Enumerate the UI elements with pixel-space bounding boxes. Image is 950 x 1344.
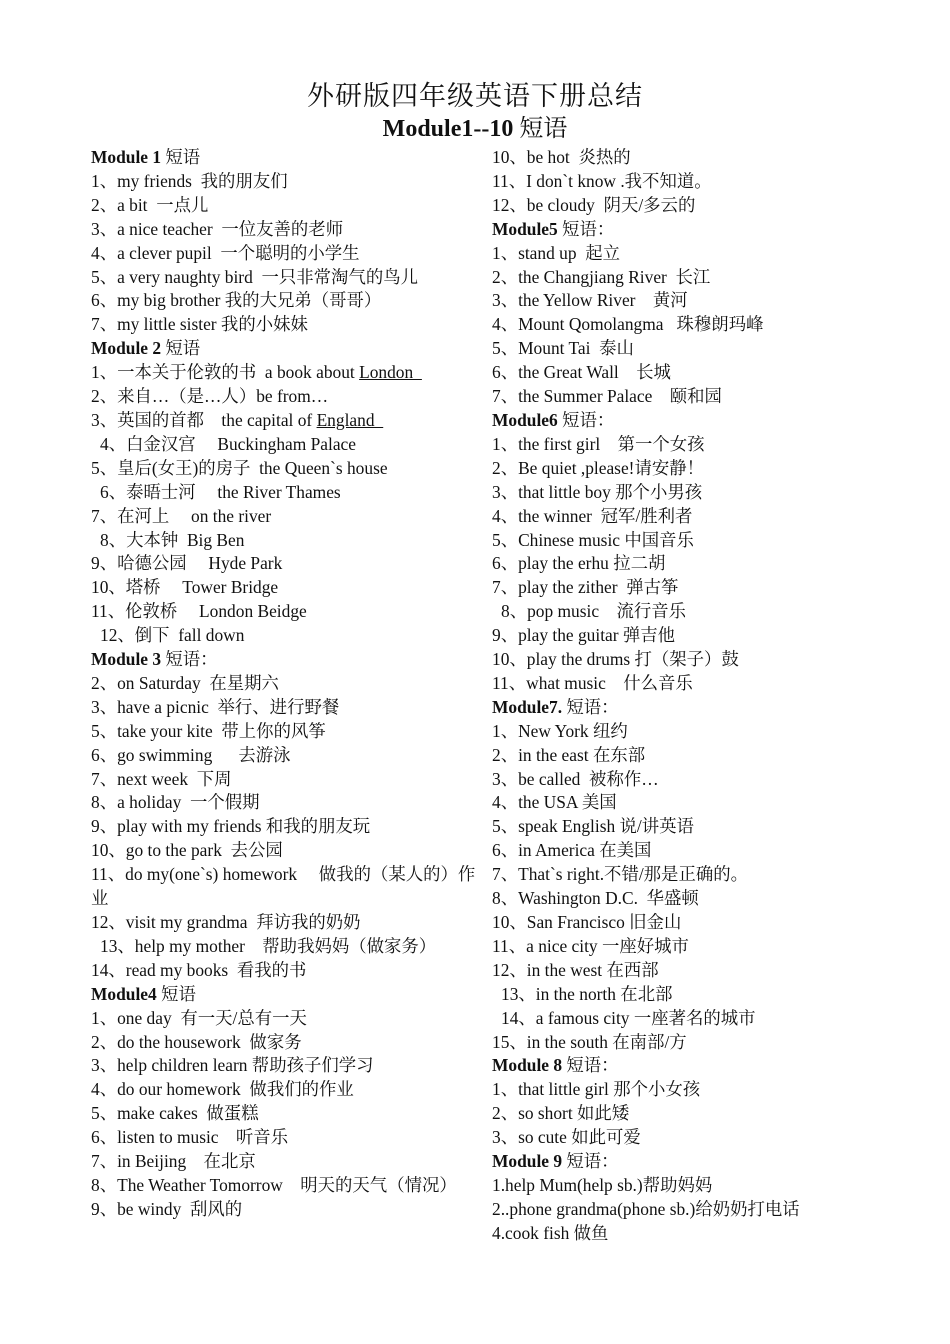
phrase-text: 4、a clever pupil 一个聪明的小学生: [91, 242, 360, 263]
module-heading-en: Module 9: [492, 1151, 563, 1172]
module-heading-en: Module 8: [492, 1055, 563, 1076]
phrase-item: [91, 744, 476, 768]
module-heading-en: Module 2: [91, 338, 162, 359]
phrase-item: [492, 552, 912, 576]
module-heading-en: Module7.: [492, 696, 563, 717]
phrase-item: [91, 911, 476, 935]
phrase-item: [492, 744, 912, 768]
phrase-text: 15、in the south 在南部/方: [492, 1031, 687, 1052]
phrase-item: [492, 1198, 912, 1222]
phrase-text: 11、伦敦桥 London Beidge: [91, 601, 307, 622]
phrase-item: [91, 529, 476, 553]
phrase-text: 3、help children learn 帮助孩子们学习: [91, 1055, 374, 1076]
phrase-text: 5、皇后(女王)的房子 the Queen`s house: [91, 457, 388, 478]
phrase-item: [91, 1198, 476, 1222]
phrase-text: 8、pop music 流行音乐: [501, 601, 687, 622]
phrase-text: 6、my big brother 我的大兄弟（哥哥）: [91, 290, 382, 311]
phrase-text: 6、in America 在美国: [492, 840, 652, 861]
phrase-item: [492, 887, 912, 911]
phrase-item: [91, 1102, 476, 1126]
subtitle-cn: 短语: [513, 116, 568, 142]
phrase-item: [492, 481, 912, 505]
page-subtitle: [0, 114, 950, 144]
phrase-text: 7、next week 下周: [91, 768, 232, 789]
phrase-item: [91, 672, 476, 696]
phrase-item: [91, 1174, 476, 1198]
phrase-text: 8、a holiday 一个假期: [91, 792, 260, 813]
phrase-item: [91, 791, 476, 815]
phrase-text: 5、speak English 说/讲英语: [492, 816, 694, 837]
module-heading-en: Module 1: [91, 147, 162, 167]
phrase-item: [91, 624, 476, 648]
phrase-text: 11、what music 什么音乐: [492, 672, 693, 693]
phrase-text: 6、泰晤士河 the River Thames: [100, 481, 341, 502]
phrase-text: 2、来自…（是…人）be from…: [91, 386, 329, 407]
phrase-text: 11、I don`t know .我不知道。: [492, 170, 712, 191]
phrase-item: [492, 313, 912, 337]
phrase-item: [492, 624, 912, 648]
phrase-text: 13、help my mother 帮助我妈妈（做家务）: [100, 935, 437, 956]
module-heading: [492, 218, 912, 242]
phrase-text: 3、the Yellow River 黄河: [492, 290, 688, 311]
phrase-text: 6、go swimming 去游泳: [91, 744, 291, 765]
phrase-item: [91, 218, 476, 242]
underlined-word: England: [316, 409, 384, 430]
module-heading-cn: 短语：: [161, 649, 218, 670]
phrase-text: 4、the USA 美国: [492, 792, 617, 813]
phrase-text: 11、do my(one`s) homework 做我的（某人的）作业: [91, 864, 476, 909]
phrase-text: 2、do the housework 做家务: [91, 1031, 302, 1052]
phrase-item: [91, 600, 476, 624]
phrase-text: 7、the Summer Palace 颐和园: [492, 386, 722, 407]
module-heading: [91, 983, 476, 1007]
module-heading: [492, 1150, 912, 1174]
phrase-text: 2、on Saturday 在星期六: [91, 672, 279, 693]
phrase-item: [91, 576, 476, 600]
left-column: [91, 146, 476, 1222]
phrase-text: 10、San Francisco 旧金山: [492, 912, 682, 932]
phrase-item: [492, 289, 912, 313]
phrase-item: [91, 385, 476, 409]
phrase-text: 4.cook fish 做鱼: [492, 1222, 609, 1243]
phrase-item: [492, 170, 912, 194]
phrase-text: 8、大本钟 Big Ben: [100, 529, 245, 550]
module-heading-en: Module4: [91, 983, 157, 1004]
phrase-item: [492, 911, 912, 935]
phrase-text: 14、read my books 看我的书: [91, 959, 307, 980]
phrase-item: [91, 1031, 476, 1055]
phrase-text: 9、play the guitar 弹吉他: [492, 625, 676, 646]
phrase-text: 10、play the drums 打（架子）鼓: [492, 649, 739, 670]
phrase-item: [91, 1126, 476, 1150]
phrase-item: [91, 1054, 476, 1078]
module-heading-en: Module 3: [91, 649, 162, 670]
phrase-text: 1、New York 纽约: [492, 720, 628, 741]
phrase-text: 2、in the east 在东部: [492, 744, 646, 765]
phrase-item: [91, 289, 476, 313]
phrase-item: [91, 481, 476, 505]
phrase-item: [91, 433, 476, 457]
phrase-item: [91, 768, 476, 792]
phrase-item: [91, 457, 476, 481]
phrase-item: [492, 791, 912, 815]
phrase-item: [492, 242, 912, 266]
phrase-text: 1、stand up 起立: [492, 242, 621, 263]
phrase-text: 6、the Great Wall 长城: [492, 362, 671, 383]
module-heading-en: Module6: [492, 409, 558, 430]
phrase-text: 10、go to the park 去公园: [91, 840, 283, 861]
phrase-item: [492, 1078, 912, 1102]
phrase-item: [492, 648, 912, 672]
phrase-item: [91, 1150, 476, 1174]
module-heading-cn: 短语：: [562, 1151, 619, 1172]
phrase-text: 5、a very naughty bird 一只非常淘气的鸟儿: [91, 266, 419, 287]
phrase-text: 12、in the west 在西部: [492, 959, 659, 980]
module-heading: [91, 648, 476, 672]
module-heading-cn: 短语：: [562, 696, 619, 717]
phrase-text: 3、have a picnic 举行、进行野餐: [91, 696, 340, 717]
phrase-item: [492, 529, 912, 553]
phrase-text: 1、that little girl 那个小女孩: [492, 1079, 701, 1100]
phrase-item: [91, 266, 476, 290]
phrase-item: [91, 552, 476, 576]
phrase-item: [492, 266, 912, 290]
underlined-word: London: [359, 362, 422, 383]
phrase-text: 5、Mount Tai 泰山: [492, 338, 634, 359]
phrase-item: [492, 672, 912, 696]
phrase-text: 2、so short 如此矮: [492, 1103, 630, 1124]
module-heading-cn: 短语: [156, 983, 196, 1004]
phrase-item: [492, 768, 912, 792]
phrase-item: [492, 863, 912, 887]
phrase-text: 8、Washington D.C. 华盛顿: [492, 888, 699, 909]
phrase-item: [91, 720, 476, 744]
phrase-text: 6、listen to music 听音乐: [91, 1127, 289, 1148]
phrase-text: 3、so cute 如此可爱: [492, 1127, 641, 1148]
phrase-item: [492, 600, 912, 624]
phrase-text: 13、in the north 在北部: [501, 983, 673, 1004]
module-heading-cn: 短语: [161, 147, 201, 167]
module-heading: [492, 696, 912, 720]
right-column: [492, 146, 912, 1246]
module-heading-cn: 短语：: [557, 409, 615, 430]
phrase-text: 1、one day 有一天/总有一天: [91, 1007, 307, 1028]
phrase-text: 2..phone grandma(phone sb.)给奶奶打电话: [492, 1198, 800, 1219]
phrase-item: [492, 1174, 912, 1198]
phrase-text: 3、that little boy 那个小男孩: [492, 481, 703, 502]
phrase-item: [91, 170, 476, 194]
phrase-item: [91, 839, 476, 863]
phrase-text: 1.help Mum(help sb.)帮助妈妈: [492, 1174, 713, 1195]
phrase-text: 5、take your kite 带上你的风筝: [91, 720, 326, 741]
phrase-text: 9、be windy 刮风的: [91, 1198, 243, 1219]
phrase-item: [492, 505, 912, 529]
phrase-item: [91, 935, 476, 959]
module-heading-cn: 短语：: [557, 218, 615, 239]
module-heading: [492, 409, 912, 433]
phrase-item: [91, 361, 476, 385]
phrase-text: 14、a famous city 一座著名的城市: [501, 1007, 756, 1028]
phrase-item: [492, 720, 912, 744]
phrase-item: [492, 146, 912, 170]
phrase-text: 1、my friends 我的朋友们: [91, 170, 288, 191]
phrase-text: 2、a bit 一点儿: [91, 194, 209, 215]
phrase-text: 9、play with my friends 和我的朋友玩: [91, 816, 371, 837]
phrase-text: 9、哈德公园 Hyde Park: [91, 553, 283, 574]
phrase-text: 10、塔桥 Tower Bridge: [91, 577, 279, 598]
phrase-text: 3、a nice teacher 一位友善的老师: [91, 218, 344, 239]
phrase-item: [492, 576, 912, 600]
phrase-item: [492, 1007, 912, 1031]
phrase-item: [492, 433, 912, 457]
page-title: 外研版四年级英语下册总结: [307, 81, 643, 111]
phrase-text: 12、visit my grandma 拜访我的奶奶: [91, 912, 361, 932]
phrase-item: [492, 337, 912, 361]
module-heading: [91, 337, 476, 361]
phrase-item: [91, 815, 476, 839]
module-heading: [91, 146, 476, 170]
phrase-item: [492, 194, 912, 218]
phrase-text: 7、in Beijing 在北京: [91, 1151, 256, 1172]
phrase-text: 1、the first girl 第一个女孩: [492, 433, 705, 454]
phrase-item: [91, 1007, 476, 1031]
phrase-item: [91, 1078, 476, 1102]
phrase-item: [91, 696, 476, 720]
phrase-item: [91, 194, 476, 218]
phrase-item: [91, 959, 476, 983]
phrase-item: [492, 361, 912, 385]
phrase-text: 2、the Changjiang River 长江: [492, 266, 711, 287]
phrase-item: [492, 457, 912, 481]
phrase-text: 4、the winner 冠军/胜利者: [492, 505, 693, 526]
phrase-text: 6、play the erhu 拉二胡: [492, 553, 666, 574]
phrase-text: 7、play the zither 弹古筝: [492, 577, 679, 598]
phrase-text: 7、my little sister 我的小妹妹: [91, 314, 308, 335]
phrase-text: 8、The Weather Tomorrow 明天的天气（情况）: [91, 1174, 457, 1195]
phrase-text: 5、Chinese music 中国音乐: [492, 529, 694, 550]
phrase-item: [492, 839, 912, 863]
phrase-text: 7、在河上 on the river: [91, 505, 272, 526]
module-heading-cn: 短语：: [562, 1055, 619, 1076]
phrase-item: [91, 242, 476, 266]
phrase-text: 11、a nice city 一座好城市: [492, 935, 689, 956]
phrase-text: 4、do our homework 做我们的作业: [91, 1079, 354, 1100]
phrase-item: [492, 935, 912, 959]
phrase-text: 3、be called 被称作…: [492, 768, 659, 789]
phrase-text: 4、Mount Qomolangma 珠穆朗玛峰: [492, 314, 764, 335]
phrase-item: [492, 959, 912, 983]
phrase-item: [492, 1222, 912, 1246]
phrase-item: [492, 983, 912, 1007]
phrase-text: 3、英国的首都 the capital of: [91, 409, 317, 430]
phrase-text: 2、Be quiet ,please!请安静！: [492, 457, 705, 478]
phrase-item: [492, 1126, 912, 1150]
phrase-item: [91, 409, 476, 433]
phrase-text: 5、make cakes 做蛋糕: [91, 1103, 259, 1124]
phrase-item: [492, 815, 912, 839]
phrase-text: 4、白金汉宫 Buckingham Palace: [100, 433, 356, 454]
phrase-text: 12、be cloudy 阴天/多云的: [492, 194, 696, 215]
phrase-item: [492, 1031, 912, 1055]
phrase-text: 1、一本关于伦敦的书 a book about: [91, 362, 360, 383]
subtitle-en: Module1--10: [382, 116, 514, 142]
module-heading-en: Module5: [492, 218, 558, 239]
phrase-item: [91, 505, 476, 529]
phrase-item: [492, 1102, 912, 1126]
phrase-item: [91, 313, 476, 337]
phrase-item: [91, 863, 476, 911]
phrase-text: 7、That`s right.不错/那是正确的。: [492, 864, 749, 885]
phrase-text: 10、be hot 炎热的: [492, 147, 631, 167]
phrase-item: [492, 385, 912, 409]
phrase-text: 12、倒下 fall down: [100, 625, 245, 646]
module-heading-cn: 短语: [161, 338, 201, 359]
module-heading: [492, 1054, 912, 1078]
